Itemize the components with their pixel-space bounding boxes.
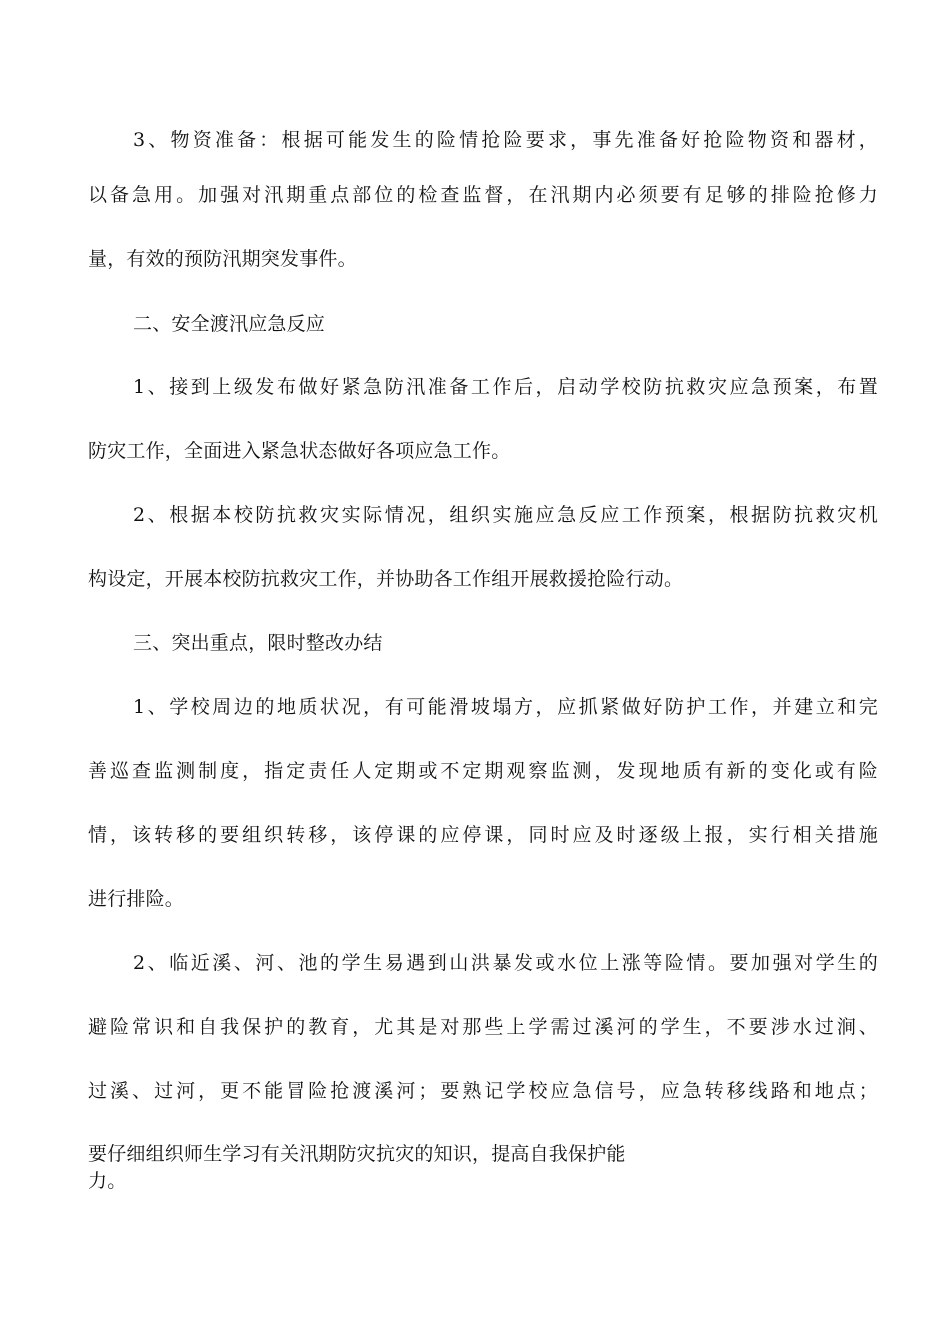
- section-heading: 三、突出重点，限时整改办结: [133, 632, 383, 654]
- paragraph-line: 防灾工作，全面进入紧急状态做好各项应急工作。: [88, 440, 511, 462]
- paragraph-line: 构设定，开展本校防抗救灾工作，并协助各工作组开展救援抢险行动。: [88, 568, 684, 590]
- paragraph-line: 力。: [88, 1170, 127, 1192]
- paragraph-line: 过溪、过河，更不能冒险抢渡溪河；要熟记学校应急信号，应急转移线路和地点；: [88, 1080, 878, 1102]
- paragraph-line: 避险常识和自我保护的教育，尤其是对那些上学需过溪河的学生，不要涉水过涧、: [88, 1016, 878, 1038]
- paragraph-line: 3、物资准备：根据可能发生的险情抢险要求，事先准备好抢险物资和器材，: [133, 129, 878, 151]
- paragraph-line: 2、根据本校防抗救灾实际情况，组织实施应急反应工作预案，根据防抗救灾机: [133, 504, 878, 526]
- paragraph-line: 进行排险。: [88, 888, 185, 910]
- paragraph-line: 1、学校周边的地质状况，有可能滑坡塌方，应抓紧做好防护工作，并建立和完: [133, 696, 878, 718]
- paragraph-line: 善巡查监测制度，指定责任人定期或不定期观察监测，发现地质有新的变化或有险: [88, 760, 878, 782]
- section-heading: 二、安全渡汛应急反应: [133, 313, 326, 335]
- paragraph-line: 以备急用。加强对汛期重点部位的检查监督，在汛期内必须要有足够的排险抢修力: [88, 184, 878, 206]
- paragraph-line: 要仔细组织师生学习有关汛期防灾抗灾的知识，提高自我保护能: [88, 1143, 626, 1165]
- paragraph-line: 情，该转移的要组织转移，该停课的应停课，同时应及时逐级上报，实行相关措施: [88, 824, 878, 846]
- paragraph-line: 1、接到上级发布做好紧急防汛准备工作后，启动学校防抗救灾应急预案，布置: [133, 376, 878, 398]
- paragraph-line: 2、临近溪、河、池的学生易遇到山洪暴发或水位上涨等险情。要加强对学生的: [133, 952, 878, 974]
- paragraph-line: 量，有效的预防汛期突发事件。: [88, 248, 357, 270]
